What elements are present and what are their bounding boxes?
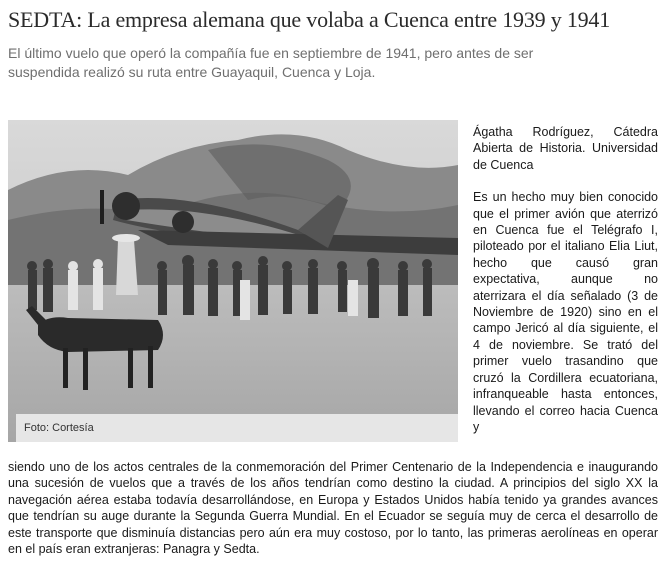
article-subtitle: El último vuelo que operó la compañía fue en septiembre de 1941, pero antes de ser suspendida realizó su ruta entre Guayaquil, Cuenca y Loja.: [8, 45, 534, 80]
author-credit: Ágatha Rodríguez, Cátedra Abierta de Historia. Universidad de Cuenca: [473, 125, 658, 172]
paragraph-continued: siendo uno de los actos centrales de la conmemoración del Primer Centenario de la Independencia e inaugurando una sucesión de vuelos que a través de los años tendrían como destino la ciudad. A principios del siglo XX la navegación aérea estaba todavía desarrollándose, en Europa y Estados Unidos había tenido ya grandes avances que tendrían su auge durante la Segunda Guerra Mundial. En el Ecuador se seguía muy de cerca el desarrollo de este transporte que disminuía distancias pero aún era muy costoso, por lo tanto, las primeras aerolíneas en operar en el país eran extranjeras: Panagra y Sedta.: [8, 460, 658, 557]
photo-illustration: [8, 120, 458, 442]
photo-caption: Foto: Cortesía: [16, 414, 458, 442]
side-column: [473, 124, 658, 435]
article-photo: [8, 120, 458, 442]
article-title: SEDTA: La empresa alemana que volaba a Cuenca entre 1939 y 1941: [8, 7, 611, 32]
article: [8, 0, 656, 82]
paragraph-side: Es un hecho muy bien conocido que el primer avión que aterrizó en Cuenca fue el Telégrafo I, piloteado por el italiano Elia Liut, hecho que causó gran expectativa, aunque no aterrizara el día señalado (3 de Noviembre de 1920) sino en el campo Jericó al día siguiente, el 4 de noviembre. Se trató del primer vuelo trasandino que cruzó la Cordillera ecuatoriana, infranqueable hasta entonces, llevando el correo hacia Cuenca y: [473, 190, 658, 434]
